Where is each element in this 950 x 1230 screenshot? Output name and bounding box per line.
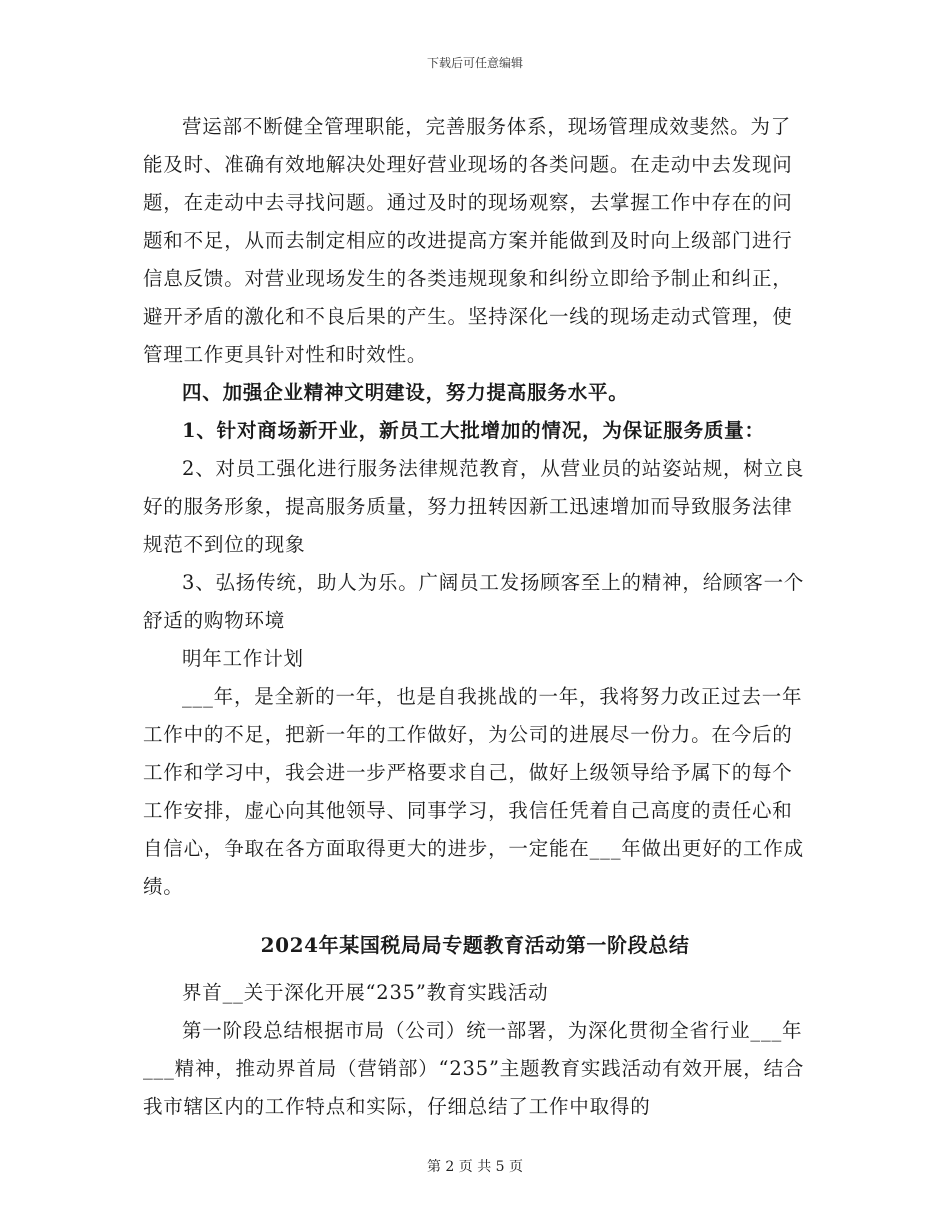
paragraph-plan-heading: 明年工作计划 xyxy=(182,647,304,670)
header-note: 下载后可任意编辑 xyxy=(426,56,523,70)
paragraph-plan: ___年，是全新的一年，也是自我挑战的一年，我将努力改正过去一年工作中的不足，把新一年的工作做好，为公司的进展尽一份力。在今后的工作和学习中，我会进一步严格要求自己，做好上级领导给予属下的每个工作安排，虚心向其他领导、同事学习，我信任凭着自己高度的责任心和自信心，争取在各方面取得更大的进步，一定能在___年做出更好的工作成绩。 xyxy=(143,685,804,898)
paragraph-item-2: 2、对员工强化进行服务法律规范教育，从营业员的站姿站规，树立良好的服务形象，提高服务质量，努力扭转因新工迅速增加而导致服务法律规范不到位的现象 xyxy=(143,457,805,556)
subheading-4-1: 1、针对商场新开业，新员工大批增加的情况，为保证服务质量： xyxy=(182,419,765,442)
paragraph-management: 营运部不断健全管理职能，完善服务体系，现场管理成效斐然。为了能及时、准确有效地解决处理好营业现场的各类问题。在走动中去发现问题，在走动中去寻找问题。通过及时的现场观察，去掌握工作中存在的问题和不足，从而去制定相应的改进提高方案并能做到及时向上级部门进行信息反馈。对营业现场发生的各类违规现象和纠纷立即给予制止和纠正，避开矛盾的激化和不良后果的产生。坚持深化一线的现场走动式管理，使管理工作更具针对性和时效性。 xyxy=(143,115,793,366)
document-body xyxy=(143,108,807,1126)
paragraph-activity: 界首__关于深化开展“235”教育实践活动 xyxy=(182,981,549,1004)
paragraph-item-3: 3、弘扬传统，助人为乐。广阔员工发扬顾客至上的精神，给顾客一个舒适的购物环境 xyxy=(143,571,805,632)
section-heading-4: 四、加强企业精神文明建设，努力提高服务水平。 xyxy=(182,381,629,404)
document-title: 2024年某国税局局专题教育活动第一阶段总结 xyxy=(260,933,690,957)
paragraph-summary: 第一阶段总结根据市局（公司）统一部署，为深化贯彻全省行业___年___精神，推动界首局（营销部）“235”主题教育实践活动有效开展，结合我市辖区内的工作特点和实际，仔细总结了工作中取得的 xyxy=(143,1019,805,1118)
page-number: 第 2 页 共 5 页 xyxy=(426,1159,524,1175)
